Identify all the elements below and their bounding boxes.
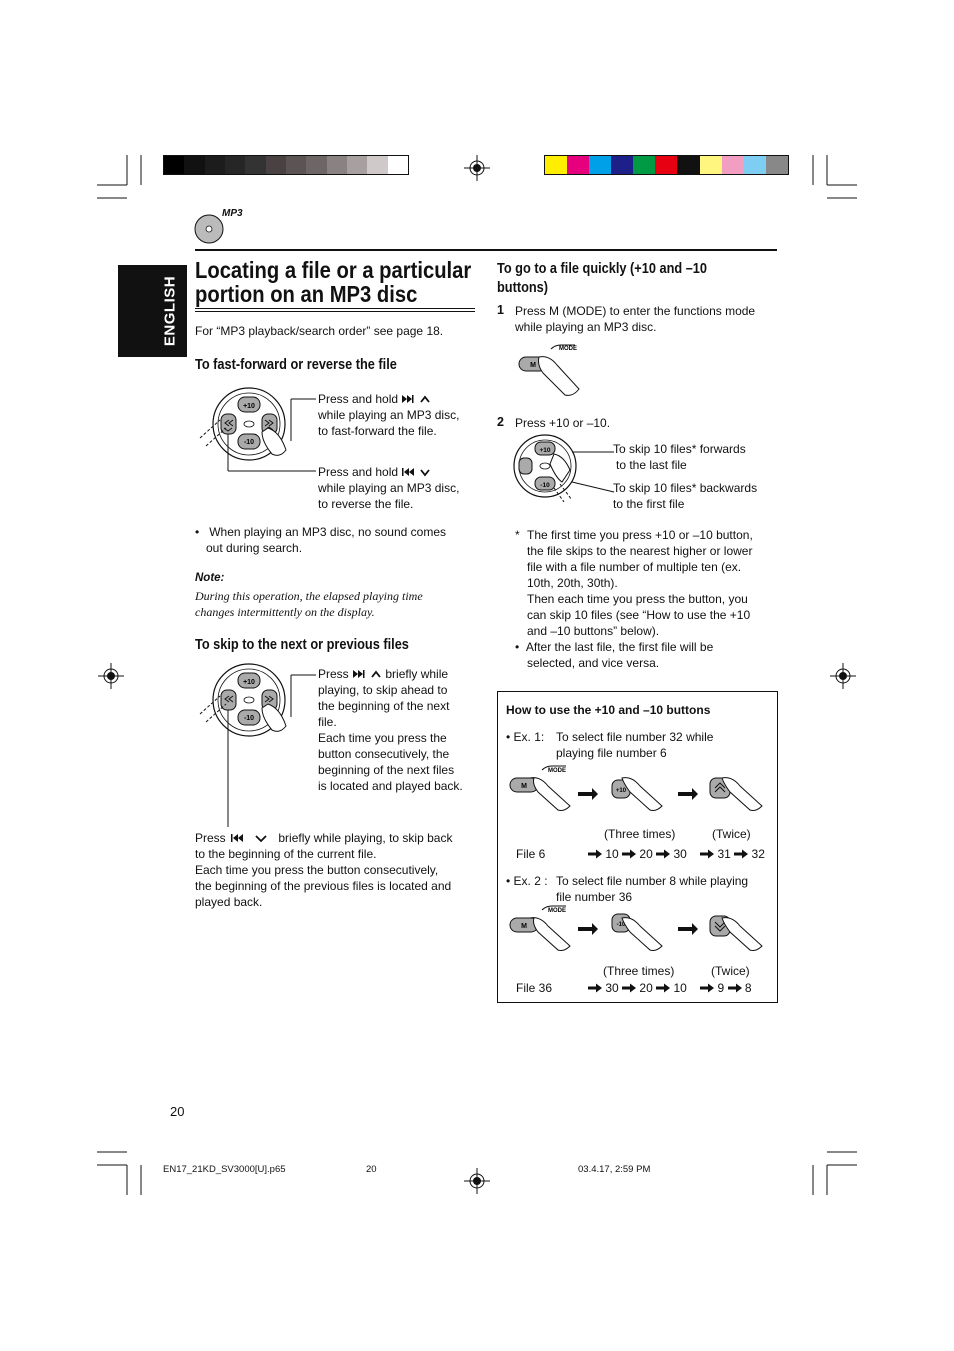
arrow-right-icon	[700, 849, 714, 859]
right-bullet-line2: selected, and vice versa.	[527, 656, 660, 670]
calibration-swatch	[388, 156, 408, 174]
dial3-plus10-label: +10	[539, 447, 551, 454]
ff-callout-line2: while playing an MP3 disc,	[318, 408, 460, 422]
ex2-line1: To select file number 8 while playing	[556, 874, 749, 888]
skip-backwards-callout	[613, 480, 757, 512]
footer-filename: EN17_21KD_SV3000[U].p65	[163, 1164, 286, 1175]
arrow-right-icon	[622, 849, 636, 859]
footnote-line7: and –10 buttons” below).	[527, 624, 660, 638]
right-bullet: • After the last file, the first file will be selected, and vice versa.	[515, 640, 714, 670]
skip-back-line5: played back.	[195, 895, 263, 909]
ex1-twice: (Twice)	[712, 827, 751, 841]
reference-note: For “MP3 playback/search order” see page 18.	[195, 324, 444, 338]
arrow-right-icon	[700, 983, 714, 993]
m-button-label: M	[530, 362, 536, 369]
ex1-plus10-label: +10	[615, 788, 627, 794]
ex2-mode-label: MODE	[548, 908, 566, 914]
calibration-swatch	[766, 156, 788, 174]
ex1-seq-value: 31	[717, 847, 731, 861]
fast-forward-heading: To fast-forward or reverse the file	[195, 357, 397, 373]
calibration-swatch	[545, 156, 567, 174]
ex1-seq-value: 30	[673, 847, 687, 861]
grayscale-calibration-strip	[163, 155, 409, 175]
skip-back-line3: Each time you press the button consecutively,	[195, 863, 439, 877]
reverse-callout	[318, 464, 459, 512]
dial-plus10-label: +10	[243, 403, 255, 410]
skip-back-line1: Press	[195, 831, 226, 845]
color-calibration-strip	[544, 155, 789, 175]
step2-number: 2	[497, 415, 504, 429]
mp3-logo-text: MP3	[222, 208, 243, 219]
fast-forward-callout	[318, 391, 459, 439]
calibration-swatch	[184, 156, 204, 174]
dial3-minus10-label: -10	[540, 482, 550, 489]
ex1-sequence	[588, 846, 765, 862]
page-title-line2: portion on an MP3 disc	[195, 281, 418, 307]
control-dial-diagram-2	[196, 662, 326, 832]
back-callout-line2: to the first file	[613, 497, 685, 511]
skip-forward-icon-2	[352, 669, 382, 679]
fwd-callout-line2: to the last file	[616, 458, 687, 472]
ex1-button-sequence	[508, 764, 773, 812]
ex1-line2: playing file number 6	[556, 746, 667, 760]
quick-go-heading-line1: To go to a file quickly (+10 and –10	[497, 261, 708, 277]
right-bullet-line1: After the last file, the first file will be	[525, 640, 714, 654]
top-rule	[195, 249, 777, 251]
calibration-swatch	[744, 156, 766, 174]
skip-back-line1b: briefly while playing, to skip back	[278, 831, 453, 845]
skip-callout-line7: beginning of the next files	[318, 763, 455, 777]
calibration-swatch	[205, 156, 225, 174]
back-callout-line1: To skip 10 files* backwards	[613, 481, 758, 495]
quick-go-heading-line2: buttons)	[497, 280, 549, 296]
ex2-sequence	[588, 980, 752, 996]
ex1-mode-label: MODE	[548, 768, 566, 774]
skip-callout-line3: the beginning of the next	[318, 699, 450, 713]
calibration-swatch	[306, 156, 326, 174]
footer-timestamp: 03.4.17, 2:59 PM	[578, 1164, 651, 1175]
step1-text	[515, 303, 755, 335]
ex2-three-times: (Three times)	[603, 964, 675, 978]
footnote	[527, 527, 777, 639]
control-dial-diagram	[196, 386, 326, 476]
calibration-swatch	[347, 156, 367, 174]
skip-forwards-callout	[613, 441, 746, 473]
arrow-right-icon	[728, 983, 742, 993]
ex2-seq-value: 9	[717, 981, 725, 995]
howto-title: How to use the +10 and –10 buttons	[506, 703, 711, 717]
calibration-swatch	[225, 156, 245, 174]
title-rule-2	[195, 311, 475, 312]
skip-callout-line5: Each time you press the	[318, 731, 447, 745]
skip-forward-icon	[401, 394, 431, 404]
step1-number: 1	[497, 303, 504, 317]
ex2-label: • Ex. 2 :	[506, 874, 548, 888]
calibration-swatch	[266, 156, 286, 174]
language-tab-label: ENGLISH	[161, 275, 179, 347]
control-dial-diagram-3	[510, 432, 620, 516]
note-body	[195, 588, 423, 620]
ex1-seq-value: 32	[751, 847, 765, 861]
page-number: 20	[170, 1104, 185, 1119]
calibration-swatch	[700, 156, 722, 174]
ex1-seq-value: 10	[605, 847, 619, 861]
skip-back-icon-2	[229, 833, 275, 843]
skip-callout-line8: is located and played back.	[318, 779, 463, 793]
footnote-line4: 10th, 20th, 30th).	[527, 576, 618, 590]
note-line1: During this operation, the elapsed playing time	[195, 589, 423, 603]
rev-callout-line1: Press and hold	[318, 465, 399, 479]
ex2-seq-value: 20	[639, 981, 653, 995]
calibration-swatch	[567, 156, 589, 174]
mode-label: MODE	[559, 346, 577, 352]
dial2-minus10-label: -10	[243, 715, 255, 722]
skip-callout-line2: playing, to skip ahead to	[318, 683, 448, 697]
ex1-description	[556, 729, 713, 761]
note-label: Note:	[195, 572, 225, 584]
dial-minus10-label: -10	[243, 439, 255, 446]
ex2-twice: (Twice)	[711, 964, 750, 978]
arrow-right-icon	[656, 983, 670, 993]
ex2-minus10-label: -10	[616, 922, 626, 928]
arrow-right-icon	[622, 983, 636, 993]
ex1-line1: To select file number 32 while	[556, 730, 714, 744]
calibration-swatch	[655, 156, 677, 174]
calibration-swatch	[611, 156, 633, 174]
ff-bullet-line2: out during search.	[206, 541, 303, 555]
page-title-line1: Locating a file or a particular	[195, 257, 472, 283]
calibration-swatch	[589, 156, 611, 174]
calibration-swatch	[633, 156, 655, 174]
ff-callout-line3: to fast-forward the file.	[318, 424, 437, 438]
ex2-line2: file number 36	[556, 890, 633, 904]
skip-back-line4: the beginning of the previous files is located and	[195, 879, 452, 893]
arrow-right-icon	[656, 849, 670, 859]
ff-callout-line1: Press and hold	[318, 392, 399, 406]
footnote-line2: the file skips to the nearest higher or lower	[527, 544, 753, 558]
title-rule-1	[195, 308, 475, 309]
mode-button-finger	[517, 343, 587, 401]
ex2-button-sequence	[508, 904, 773, 952]
footnote-mark: *	[515, 528, 520, 542]
skip-back-text	[195, 830, 480, 910]
calibration-swatch	[286, 156, 306, 174]
arrow-right-icon	[588, 849, 602, 859]
footnote-line1: The first time you press +10 or –10 button,	[527, 528, 753, 542]
calibration-swatch	[245, 156, 265, 174]
skip-callout-line6: button consecutively, the	[318, 747, 450, 761]
calibration-swatch	[367, 156, 387, 174]
ex2-description	[556, 873, 748, 905]
ex2-m-label: M	[521, 923, 527, 930]
ex1-three-times: (Three times)	[604, 827, 676, 841]
calibration-swatch	[327, 156, 347, 174]
ex2-seq-value: 30	[605, 981, 619, 995]
skip-callout-line4: file.	[318, 715, 337, 729]
ex2-start-file: File 36	[516, 981, 553, 995]
footer-page-ref: 20	[366, 1164, 377, 1175]
skip-forward-callout	[318, 666, 478, 794]
skip-back-line2: to the beginning of the current file.	[195, 847, 377, 861]
rev-callout-line3: to reverse the file.	[318, 497, 414, 511]
calibration-swatch	[677, 156, 699, 174]
step2-text: Press +10 or –10.	[515, 416, 611, 430]
ff-bullet-line1: When playing an MP3 disc, no sound comes	[209, 525, 446, 539]
footnote-line5: Then each time you press the button, you	[527, 592, 748, 606]
arrow-right-icon	[734, 849, 748, 859]
ex1-seq-value: 20	[639, 847, 653, 861]
calibration-swatch	[164, 156, 184, 174]
footnote-line6: can skip 10 files (see “How to use the +10	[527, 608, 751, 622]
ff-bullet: • When playing an MP3 disc, no sound comes out during search.	[195, 525, 446, 555]
note-line2: changes intermittently on the display.	[195, 605, 375, 619]
skip-back-icon	[401, 467, 431, 477]
language-tab	[118, 265, 187, 357]
rev-callout-line2: while playing an MP3 disc,	[318, 481, 460, 495]
calibration-swatch	[722, 156, 744, 174]
skip-heading: To skip to the next or previous files	[195, 637, 409, 653]
footnote-line3: file with a file number of multiple ten (ex.	[527, 560, 742, 574]
skip-callout-line1b: briefly while	[385, 667, 449, 681]
fwd-callout-line1: To skip 10 files* forwards	[613, 442, 746, 456]
skip-callout-line1: Press	[318, 667, 349, 681]
step1-line1: Press M (MODE) to enter the functions mode	[515, 304, 756, 318]
ex1-label: • Ex. 1:	[506, 730, 545, 744]
ex1-start-file: File 6	[516, 847, 546, 861]
arrow-right-icon	[588, 983, 602, 993]
ex2-seq-value: 8	[744, 981, 752, 995]
ex2-seq-value: 10	[673, 981, 687, 995]
ex1-m-label: M	[521, 783, 527, 790]
dial2-plus10-label: +10	[243, 679, 255, 686]
step1-line2: while playing an MP3 disc.	[515, 320, 657, 334]
